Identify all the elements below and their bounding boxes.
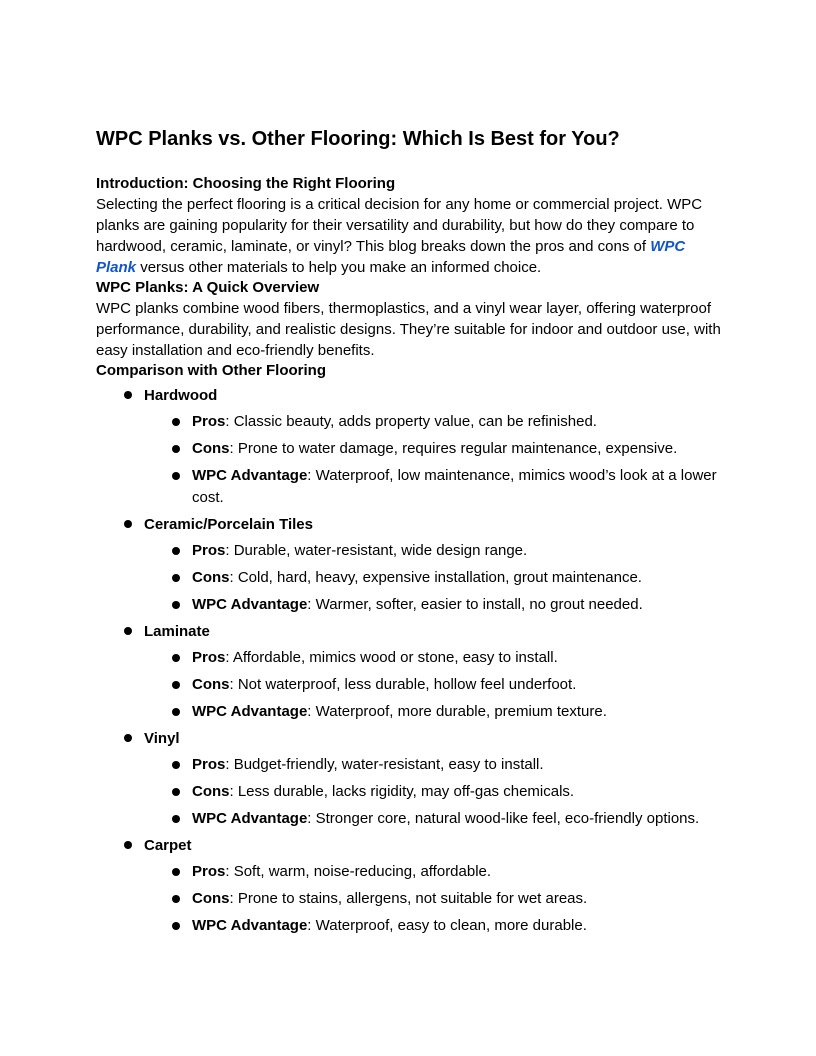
wpc-plank-link[interactable]: WPC Plank [96, 238, 686, 276]
list-item [144, 861, 726, 883]
point-label: Pros [192, 413, 226, 430]
bullet-icon [172, 574, 180, 582]
bullet-icon [172, 445, 180, 453]
point-label: Pros [192, 863, 226, 880]
intro-text-before: Selecting the perfect flooring is a critical decision for any home or commercial project. WPC planks are gaining popularity for their versatility and durability, but how do they compare to hardwood, ceramic, laminate, or vinyl? This blog breaks down the pros and cons of [96, 196, 703, 255]
bullet-icon [172, 815, 180, 823]
list-item [144, 781, 726, 803]
bullet-icon [124, 391, 132, 399]
point-text: : Durable, water-resistant, wide design range. [225, 542, 528, 559]
material-name: Laminate [144, 623, 210, 640]
material-hardwood [96, 385, 726, 509]
bullet-icon [172, 547, 180, 555]
list-item [144, 701, 726, 723]
bullet-icon [124, 841, 132, 849]
list-item [144, 438, 726, 460]
point-label: Pros [192, 649, 226, 666]
material-name: Vinyl [144, 730, 180, 747]
bullet-icon [124, 627, 132, 635]
bullet-icon [172, 761, 180, 769]
list-item [144, 647, 726, 669]
material-points [144, 861, 726, 937]
list-item [144, 465, 726, 509]
bullet-icon [172, 868, 180, 876]
point-text: : Classic beauty, adds property value, can be refinished. [225, 413, 597, 430]
point-label: Cons [192, 890, 230, 907]
bullet-icon [172, 472, 180, 480]
bullet-icon [172, 681, 180, 689]
point-text: : Not waterproof, less durable, hollow feel underfoot. [229, 676, 577, 693]
list-item [144, 567, 726, 589]
list-item [144, 540, 726, 562]
list-item [144, 915, 726, 937]
point-text: : Prone to stains, allergens, not suitable for wet areas. [229, 890, 588, 907]
point-text: : Warmer, softer, easier to install, no grout needed. [307, 596, 643, 613]
point-text: : Prone to water damage, requires regular maintenance, expensive. [229, 440, 678, 457]
point-label: Cons [192, 676, 230, 693]
point-text: : Stronger core, natural wood-like feel, eco-friendly options. [307, 810, 700, 827]
page-title: WPC Planks vs. Other Flooring: Which Is Best for You? [96, 128, 620, 150]
intro-paragraph [96, 194, 726, 278]
point-label: Cons [192, 783, 230, 800]
list-item [144, 674, 726, 696]
bullet-icon [172, 654, 180, 662]
point-label: Cons [192, 569, 230, 586]
material-points [144, 754, 726, 830]
comparison-heading: Comparison with Other Flooring [96, 362, 326, 379]
overview-heading: WPC Planks: A Quick Overview [96, 279, 320, 296]
material-name: Ceramic/Porcelain Tiles [144, 516, 313, 533]
point-label: WPC Advantage [192, 596, 308, 613]
bullet-icon [172, 895, 180, 903]
material-points [144, 540, 726, 616]
point-text: : Waterproof, more durable, premium texture. [307, 703, 607, 720]
material-vinyl [96, 728, 726, 830]
intro-text-after: versus other materials to help you make an informed choice. [136, 259, 542, 276]
bullet-icon [172, 601, 180, 609]
point-text: : Less durable, lacks rigidity, may off-gas chemicals. [229, 783, 575, 800]
point-text: : Budget-friendly, water-resistant, easy to install. [225, 756, 544, 773]
intro-heading: Introduction: Choosing the Right Flooring [96, 175, 396, 192]
point-label: WPC Advantage [192, 917, 308, 934]
bullet-icon [172, 708, 180, 716]
bullet-icon [172, 418, 180, 426]
overview-paragraph: WPC planks combine wood fibers, thermoplastics, and a vinyl wear layer, offering waterproof performance, durability, and realistic designs. They’re suitable for indoor and outdoor use, with easy installation and eco-friendly benefits. [96, 300, 721, 359]
material-ceramic [96, 514, 726, 616]
point-label: Pros [192, 756, 226, 773]
bullet-icon [172, 788, 180, 796]
material-name: Hardwood [144, 387, 218, 404]
material-points [144, 647, 726, 723]
point-text: : Waterproof, low maintenance, mimics wood’s look at a lower cost. [192, 467, 717, 506]
point-label: Pros [192, 542, 226, 559]
list-item [144, 754, 726, 776]
material-points [144, 411, 726, 509]
comparison-list [96, 385, 726, 937]
list-item [144, 594, 726, 616]
point-label: WPC Advantage [192, 810, 308, 827]
point-label: Cons [192, 440, 230, 457]
point-text: : Affordable, mimics wood or stone, easy to install. [225, 649, 558, 666]
point-label: WPC Advantage [192, 467, 308, 484]
list-item [144, 888, 726, 910]
bullet-icon [172, 922, 180, 930]
material-name: Carpet [144, 837, 192, 854]
point-text: : Cold, hard, heavy, expensive installation, grout maintenance. [229, 569, 642, 586]
list-item [144, 808, 726, 830]
point-label: WPC Advantage [192, 703, 308, 720]
list-item [144, 411, 726, 433]
material-carpet [96, 835, 726, 937]
document-body [96, 126, 726, 937]
bullet-icon [124, 520, 132, 528]
point-text: : Soft, warm, noise-reducing, affordable. [225, 863, 492, 880]
point-text: : Waterproof, easy to clean, more durable. [307, 917, 587, 934]
material-laminate [96, 621, 726, 723]
bullet-icon [124, 734, 132, 742]
